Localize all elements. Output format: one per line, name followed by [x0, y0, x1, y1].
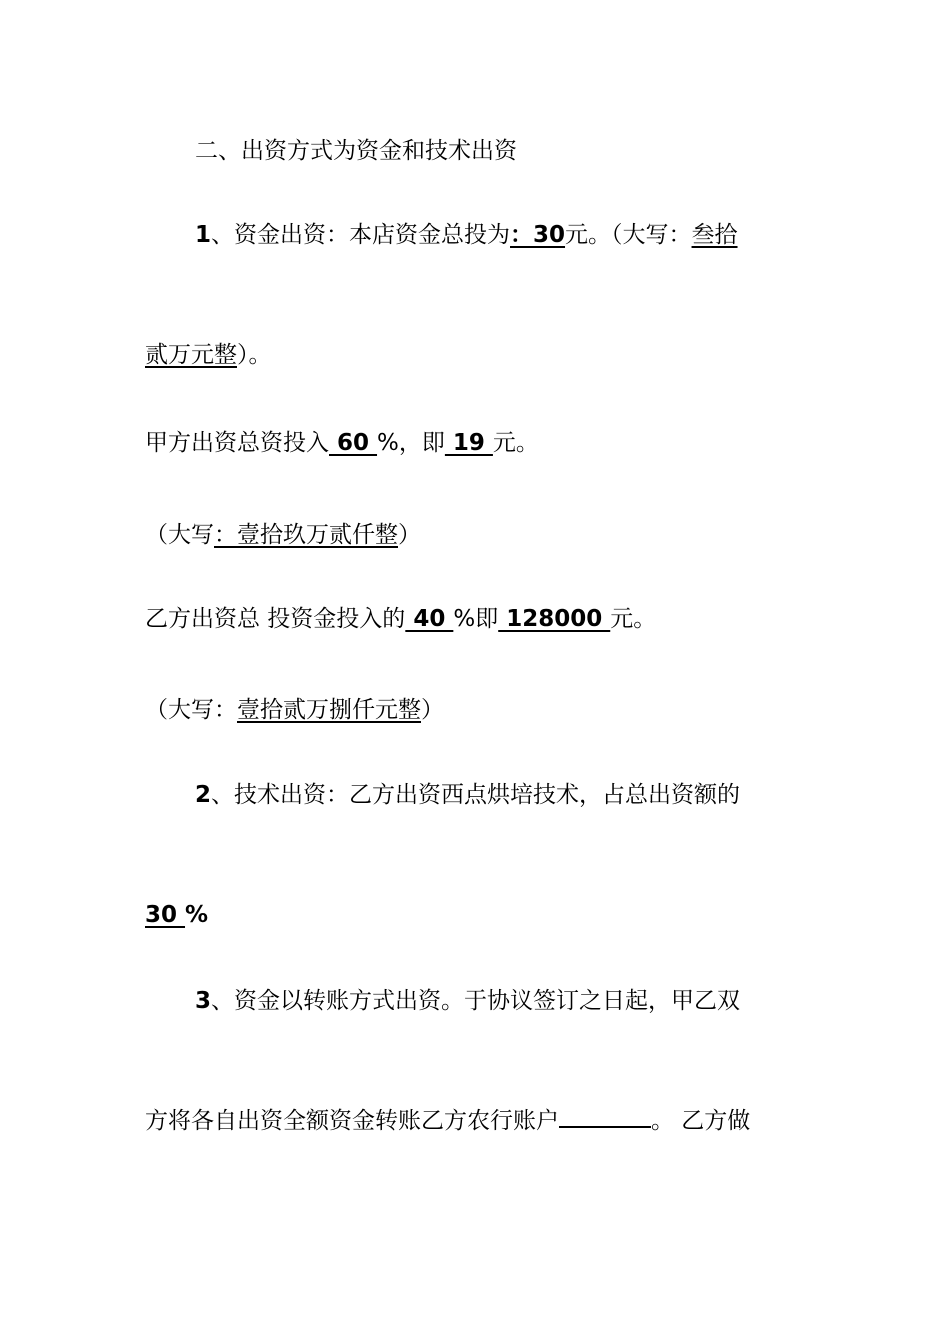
item3-text-c: 。 乙方做: [651, 1108, 751, 1134]
party-b-upper-value: 壹拾贰万捌仟元整: [237, 697, 421, 723]
party-b-text: 乙方出资总 投资金投入的: [145, 606, 406, 632]
item1-close: ）。: [237, 342, 272, 368]
item1-amount: ：30: [510, 222, 566, 248]
item1-line2: [145, 340, 272, 370]
item3-text-b: 方将各自出资全额资金转账乙方农行账户: [145, 1108, 559, 1134]
party-a-percent: 60: [329, 430, 378, 456]
item1-upper-b: 贰万元整: [145, 342, 237, 368]
item3-text: 、资金以转账方式出资。于协议签订之日起，甲乙双: [211, 988, 741, 1014]
party-b-end: 元。: [610, 606, 657, 632]
party-a-end: 元。: [492, 430, 539, 456]
party-a-upper-line: [145, 520, 421, 550]
party-b-upper-open: （大写：: [145, 697, 237, 723]
section-heading-text: 二、出资方式为资金和技术出资: [195, 138, 517, 164]
item2-percent: 30: [145, 902, 186, 928]
party-a-amount: 19: [444, 430, 493, 456]
party-a-upper-open: （大写: [145, 522, 214, 548]
item1-unit: 元。（大写：: [565, 222, 692, 248]
party-a-text: 甲方出资总资投入: [145, 430, 329, 456]
item1-line1: [195, 220, 738, 250]
item3-line1: [195, 986, 740, 1016]
item2-line2: [145, 900, 208, 930]
party-b-upper-line: [145, 695, 444, 725]
account-number-blank: [559, 1104, 651, 1128]
item1-text: 、资金出资：本店资金总投为: [211, 222, 511, 248]
party-b-line: [145, 604, 656, 634]
item3-line2: [145, 1104, 750, 1136]
party-b-upper-close: ）: [421, 697, 444, 723]
item2-text: 、技术出资：乙方出资西点烘培技术，占总出资额的: [211, 782, 741, 808]
party-b-amount: 128000: [498, 606, 611, 632]
section-heading: [195, 136, 517, 166]
party-b-mid: %即: [453, 606, 499, 632]
party-a-line: [145, 428, 539, 458]
item2-percent-sign: %: [185, 902, 209, 928]
item3-number: 3: [195, 988, 212, 1014]
party-a-upper-value: ：壹拾玖万贰仟整: [214, 522, 398, 548]
item2-line1: [195, 780, 740, 810]
item1-number: 1: [195, 222, 212, 248]
party-a-mid: %，即: [377, 430, 445, 456]
item2-number: 2: [195, 782, 212, 808]
item1-upper-a: 叁拾: [691, 222, 738, 248]
party-b-percent: 40: [405, 606, 454, 632]
party-a-upper-close: ）: [398, 522, 421, 548]
